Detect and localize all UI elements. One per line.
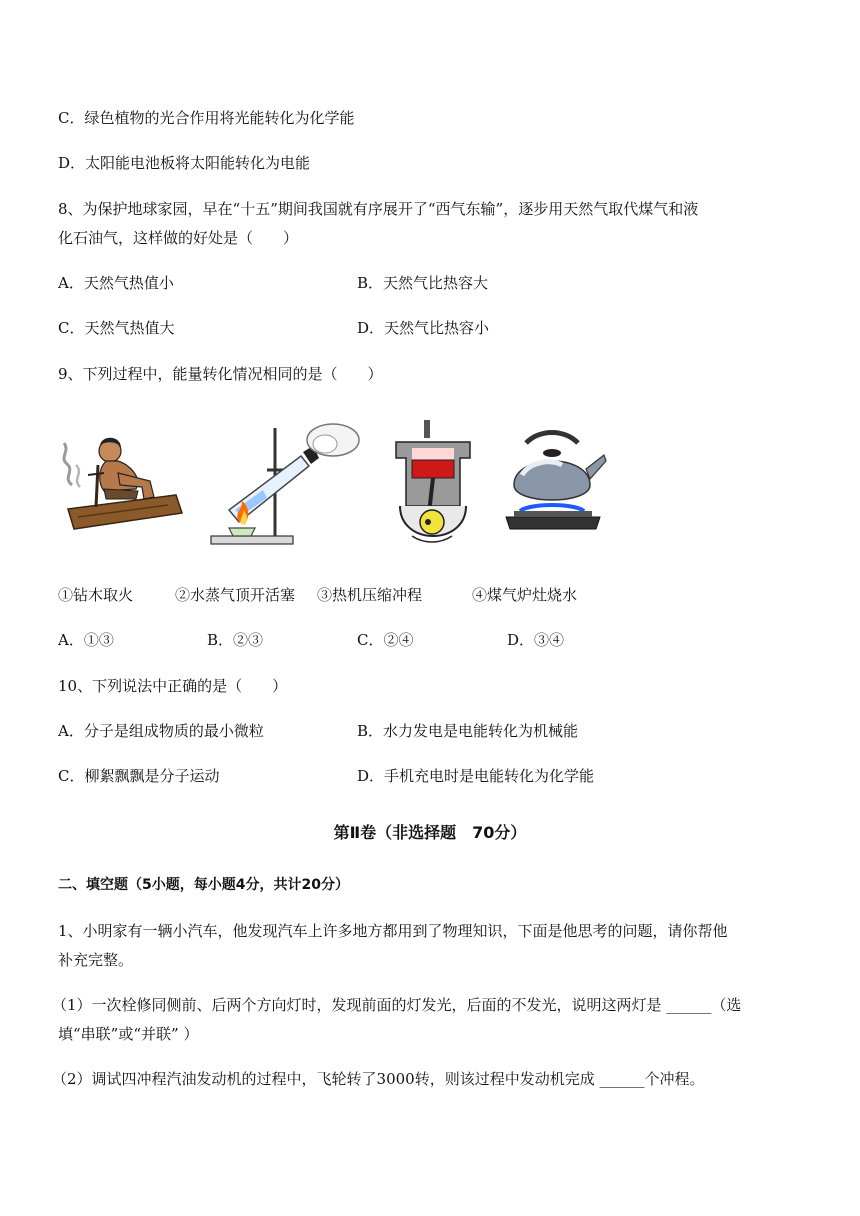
- p2-q1-2: （2）调试四冲程汽油发动机的过程中，飞轮转了3000转，则该过程中发动机完成 ______个冲程。: [52, 1070, 705, 1088]
- q9-option-c: C．②④: [357, 631, 414, 649]
- test-tube-steam-cork-icon: [205, 418, 365, 548]
- section-fill-blank: 二、填空题（5小题，每小题4分，共计20分）: [58, 877, 349, 893]
- caption-3: ③热机压缩冲程: [317, 586, 423, 604]
- q9-stem: 9、下列过程中，能量转化情况相同的是（ ）: [58, 365, 383, 383]
- q9-option-d: D．③④: [507, 631, 565, 649]
- engine-compression-stroke-icon: [388, 418, 478, 553]
- p2-q1-line2: 补充完整。: [58, 951, 134, 969]
- q9-option-a: A．①③: [58, 631, 114, 649]
- q10-option-d: D．手机充电时是电能转化为化学能: [357, 767, 595, 785]
- q8-option-c: C．天然气热值大: [58, 319, 175, 337]
- q9-option-b: B．②③: [207, 631, 264, 649]
- caption-1: ①钻木取火: [58, 586, 134, 604]
- q8-option-b: B．天然气比热容大: [357, 274, 489, 292]
- q10-option-c: C．柳絮飘飘是分子运动: [58, 767, 220, 785]
- q8-option-a: A．天然气热值小: [58, 274, 174, 292]
- drilling-wood-fire-icon: [58, 425, 188, 535]
- q10-stem: 10、下列说法中正确的是（ ）: [58, 677, 288, 695]
- q8-stem-line2: 化石油气，这样做的好处是（ ）: [58, 229, 299, 247]
- p2-q1-1-line2: 填“串联”或“并联” ）: [58, 1025, 199, 1043]
- q7-option-d: D．太阳能电池板将太阳能转化为电能: [58, 154, 311, 172]
- q7-option-c: C．绿色植物的光合作用将光能转化为化学能: [58, 109, 355, 127]
- q8-option-d: D．天然气比热容小: [357, 319, 490, 337]
- q10-option-a: A．分子是组成物质的最小微粒: [58, 722, 264, 740]
- gas-stove-kettle-icon: [500, 425, 610, 535]
- p2-q1-1-line1: （1）一次栓修同侧前、后两个方向灯时，发现前面的灯发光，后面的不发光，说明这两灯是 ______（选: [52, 996, 742, 1014]
- part2-title: 第Ⅱ卷（非选择题 70分）: [333, 823, 527, 842]
- caption-2: ②水蒸气顶开活塞: [175, 586, 296, 604]
- q8-stem-line1: 8、为保护地球家园，早在“十五”期间我国就有序展开了“西气东输”，逐步用天然气取代煤气和液: [58, 200, 699, 218]
- q10-option-b: B．水力发电是电能转化为机械能: [357, 722, 579, 740]
- caption-4: ④煤气炉灶烧水: [472, 586, 578, 604]
- p2-q1-line1: 1、小明家有一辆小汽车，他发现汽车上许多地方都用到了物理知识，下面是他思考的问题，请你帮他: [58, 922, 728, 940]
